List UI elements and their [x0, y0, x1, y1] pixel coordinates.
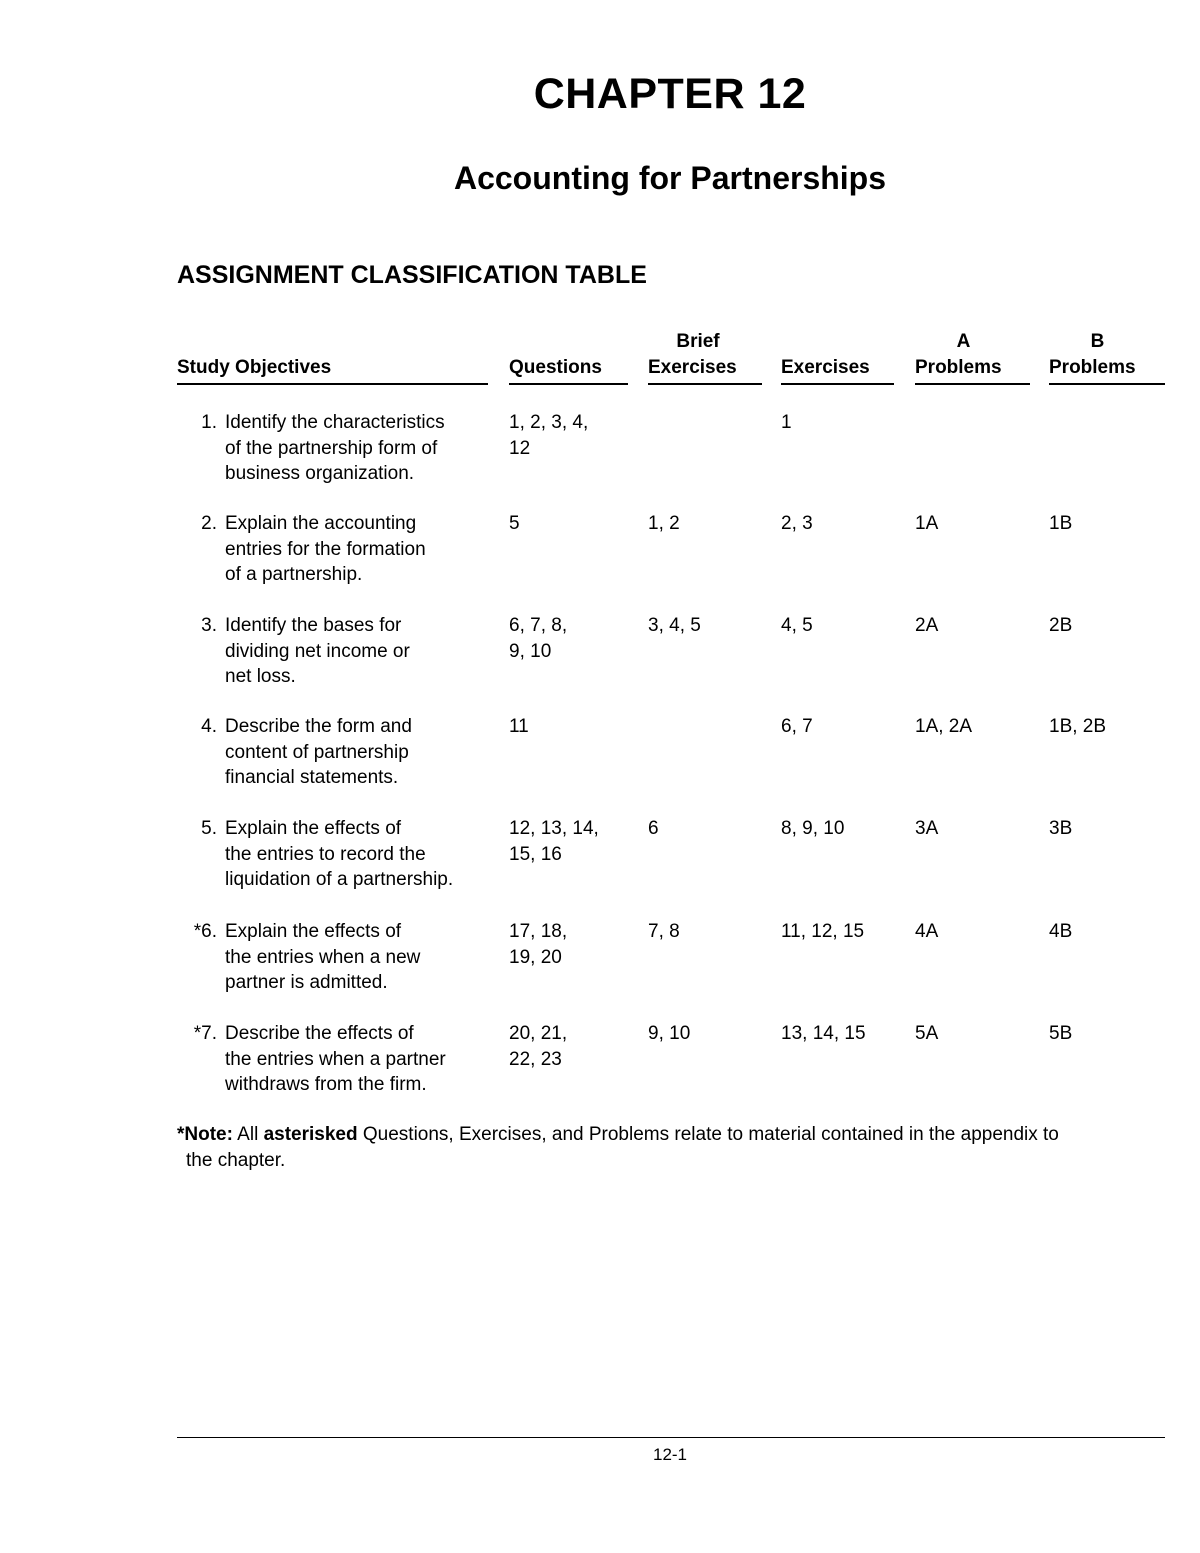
exercises-cell: 2, 3: [781, 513, 813, 534]
note-emphasis: asterisked: [263, 1124, 358, 1145]
objective-number: 2.: [201, 513, 217, 534]
column-header-b-problems: B Problems: [1049, 331, 1165, 385]
exercises-cell: 13, 14, 15: [781, 1023, 866, 1044]
table-row: [0, 714, 1200, 804]
questions-cell: 1, 2, 3, 4, 12: [509, 412, 589, 459]
table-row: [0, 1021, 1200, 1111]
brief-exercises-cell: 1, 2: [648, 513, 680, 534]
objective-number: 3.: [201, 615, 217, 636]
a-problems-cell: 3A: [915, 818, 939, 839]
a-problems-cell: 4A: [915, 921, 939, 942]
a-problems-cell: 1A, 2A: [915, 716, 973, 737]
note-line-1: [177, 1122, 1172, 1148]
a-problems-cell: 2A: [915, 615, 939, 636]
objective-text: Identify the characteristics of the partnership form of business organization.: [225, 412, 445, 484]
column-header-questions: Questions: [509, 331, 628, 385]
note-label: *Note:: [177, 1124, 233, 1145]
b-problems-cell: 2B: [1049, 615, 1073, 636]
table-row: [0, 816, 1200, 906]
exercises-cell: 11, 12, 15: [781, 921, 865, 942]
questions-cell: 17, 18, 19, 20: [509, 921, 568, 968]
objective-text: Explain the effects of the entries when a new partner is admitted.: [225, 921, 421, 993]
exercises-cell: 1: [781, 412, 792, 433]
questions-cell: 20, 21, 22, 23: [509, 1023, 568, 1070]
page-number: 12-1: [652, 1445, 688, 1464]
table-row: [0, 511, 1200, 601]
brief-exercises-cell: 9, 10: [648, 1023, 691, 1044]
a-problems-cell: 5A: [915, 1023, 939, 1044]
note-line-2: the chapter.: [186, 1150, 286, 1171]
brief-exercises-cell: 3, 4, 5: [648, 615, 701, 636]
column-header-exercises: Exercises: [781, 331, 894, 385]
table-row: [0, 410, 1200, 500]
note-text-post: Questions, Exercises, and Problems relate to material contained in the appendix to: [357, 1124, 1059, 1145]
questions-cell: 5: [509, 513, 520, 534]
objective-text: Describe the form and content of partnership financial statements.: [225, 716, 412, 788]
a-problems-cell: 1A: [915, 513, 939, 534]
objective-text: Identify the bases for dividing net income or net loss.: [225, 615, 410, 687]
b-problems-cell: 5B: [1049, 1023, 1073, 1044]
objective-number: *6.: [193, 921, 217, 942]
objective-text: Explain the effects of the entries to record the liquidation of a partnership.: [225, 818, 454, 890]
objective-number: 5.: [201, 818, 217, 839]
section-heading: ASSIGNMENT CLASSIFICATION TABLE: [177, 261, 647, 289]
b-problems-cell: 1B: [1049, 513, 1073, 534]
footer-divider: [177, 1437, 1165, 1438]
column-header-brief-exercises: Brief Exercises: [648, 331, 762, 385]
exercises-cell: 8, 9, 10: [781, 818, 845, 839]
note-text-pre: All: [232, 1124, 264, 1145]
brief-exercises-cell: 6: [648, 818, 659, 839]
b-problems-cell: 4B: [1049, 921, 1073, 942]
table-row: [0, 613, 1200, 703]
appendix-note: [177, 1122, 1172, 1174]
questions-cell: 12, 13, 14, 15, 16: [509, 818, 599, 865]
exercises-cell: 4, 5: [781, 615, 813, 636]
chapter-title: CHAPTER 12: [533, 70, 807, 118]
objective-number: *7.: [193, 1023, 217, 1044]
objective-number: 1.: [201, 412, 217, 433]
objective-text: Describe the effects of the entries when a partner withdraws from the firm.: [225, 1023, 446, 1095]
chapter-subtitle: Accounting for Partnerships: [453, 160, 887, 196]
objective-text: Explain the accounting entries for the formation of a partnership.: [225, 513, 426, 585]
exercises-cell: 6, 7: [781, 716, 813, 737]
table-row: [0, 919, 1200, 1009]
questions-cell: 11: [509, 716, 529, 737]
brief-exercises-cell: 7, 8: [648, 921, 680, 942]
questions-cell: 6, 7, 8, 9, 10: [509, 615, 568, 662]
b-problems-cell: 3B: [1049, 818, 1073, 839]
objective-number: 4.: [201, 716, 217, 737]
b-problems-cell: 1B, 2B: [1049, 716, 1107, 737]
column-header-study-objectives: Study Objectives: [177, 331, 488, 385]
column-header-a-problems: A Problems: [915, 331, 1030, 385]
